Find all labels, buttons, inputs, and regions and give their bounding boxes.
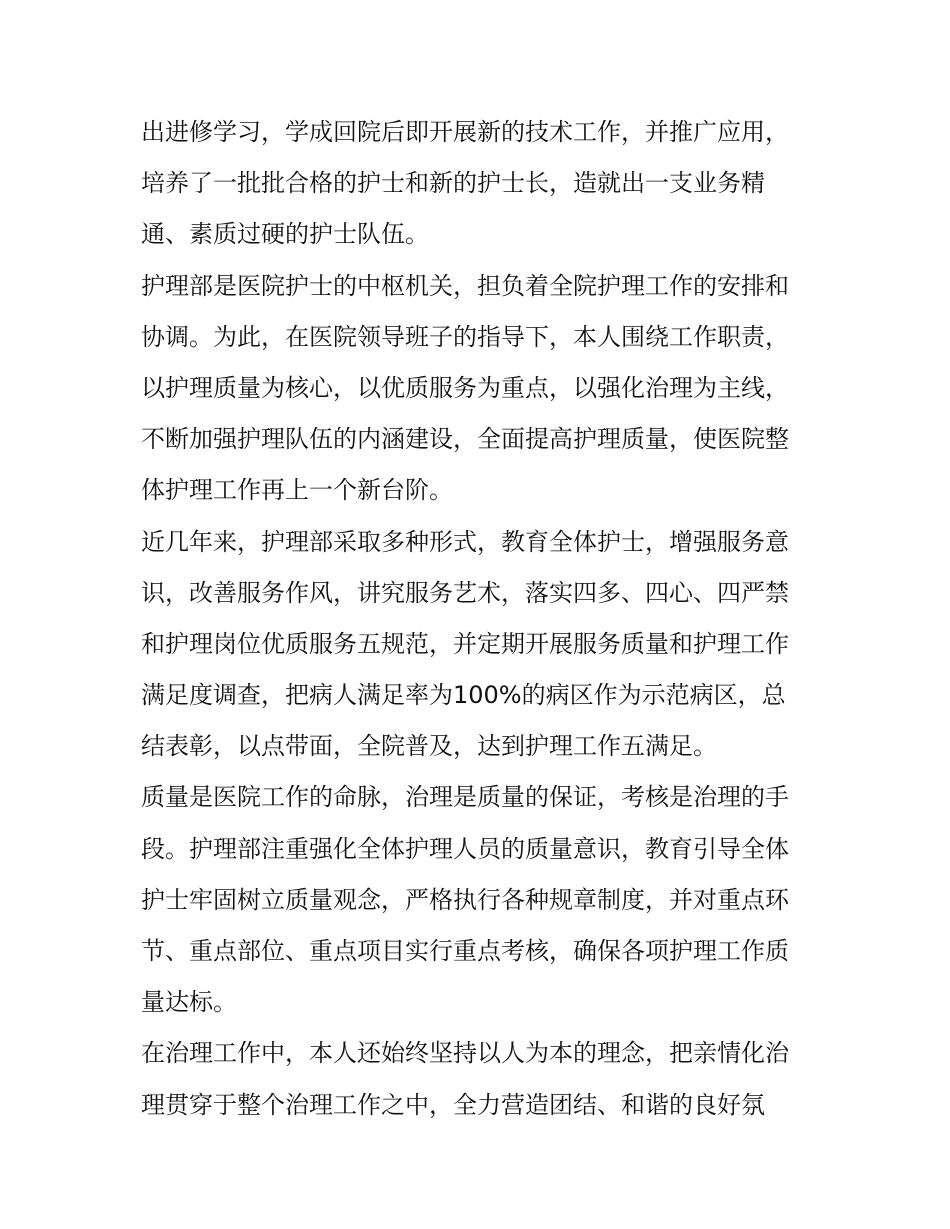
text-line: 体护理工作再上一个新台阶。	[141, 476, 453, 505]
text-line: 近几年来，护理部采取多种形式，教育全体护士，增强服务意	[141, 527, 789, 556]
text-line: 节、重点部位、重点项目实行重点考核，确保各项护理工作质	[141, 937, 789, 965]
text-line: 结表彰，以点带面，全院普及，达到护理工作五满足。	[141, 732, 717, 761]
text-line: 出进修学习，学成回院后即开展新的技术工作，并推广应用，	[141, 118, 789, 146]
text-line: 段。护理部注重强化全体护理人员的质量意识，教育引导全体	[141, 834, 789, 863]
text-line: 协调。为此，在医院领导班子的指导下，本人围绕工作职责，	[141, 322, 789, 351]
text-line: 不断加强护理队伍的内涵建设，全面提高护理质量，使医院整	[141, 425, 789, 454]
text-line: 和护理岗位优质服务五规范，并定期开展服务质量和护理工作	[141, 629, 789, 658]
text-line: 质量是医院工作的命脉，治理是质量的保证，考核是治理的手	[141, 783, 789, 812]
text-line: 量达标。	[141, 988, 237, 1017]
text-line: 识，改善服务作风，讲究服务艺术，落实四多、四心、四严禁	[141, 578, 789, 607]
text-line: 通、素质过硬的护士队伍。	[141, 220, 429, 249]
text-line: 以护理质量为核心，以优质服务为重点，以强化治理为主线，	[141, 373, 789, 402]
paragraph-4	[141, 772, 821, 1028]
paragraph-2	[141, 261, 821, 517]
document-body	[141, 107, 821, 1131]
text-line: 在治理工作中，本人还始终坚持以人为本的理念，把亲情化治	[141, 1039, 789, 1068]
text-line: 满足度调查，把病人满足率为100%的病区作为示范病区，总	[141, 681, 786, 710]
text-line: 护理部是医院护士的中枢机关，担负着全院护理工作的安排和	[141, 271, 789, 300]
text-line: 培养了一批批合格的护士和新的护士长，造就出一支业务精	[141, 169, 765, 198]
text-line: 护士牢固树立质量观念，严格执行各种规章制度，并对重点环	[141, 885, 789, 914]
paragraph-3	[141, 517, 821, 773]
text-line: 理贯穿于整个治理工作之中，全力营造团结、和谐的良好氛	[141, 1090, 765, 1119]
paragraph-1	[141, 107, 821, 261]
paragraph-5	[141, 1028, 821, 1130]
